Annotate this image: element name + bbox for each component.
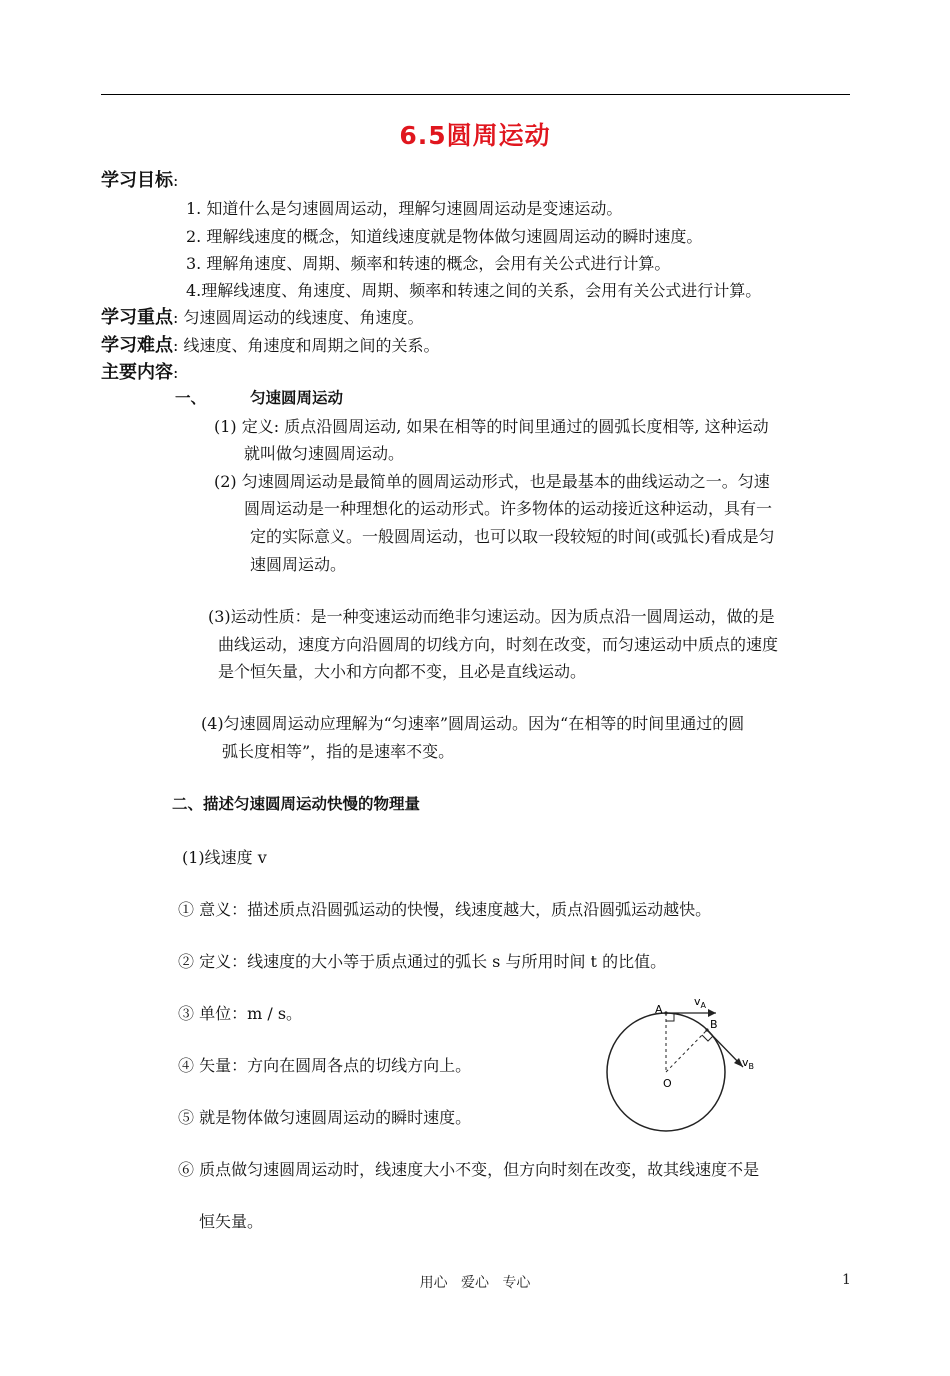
header-rule	[101, 94, 850, 95]
key-points-row	[101, 303, 423, 329]
page-number: 1	[842, 1272, 851, 1288]
main-content-colon: :	[173, 363, 179, 382]
velocity-item: ③ 单位：m / s。	[178, 1004, 303, 1023]
section1-p3-line: 是个恒矢量，大小和方向都不变，且必是直线运动。	[218, 662, 587, 681]
key-points-text: : 匀速圆周运动的线速度、角速度。	[173, 308, 424, 327]
circular-motion-diagram	[600, 990, 770, 1142]
objective-item: 4.理解线速度、角速度、周期、频率和转速之间的关系，会用有关公式进行计算。	[186, 281, 762, 300]
velocity-a-label	[694, 995, 707, 1010]
difficulties-heading: 学习难点	[101, 335, 173, 356]
velocity-b-subscript: B	[748, 1062, 755, 1071]
section1-title: 匀速圆周运动	[250, 389, 344, 407]
radius-ob	[666, 1030, 707, 1072]
velocity-item: ② 定义：线速度的大小等于质点通过的弧长 s 与所用时间 t 的比值。	[178, 952, 667, 971]
point-a-label: A	[655, 1003, 663, 1016]
section1-p1-line: 就叫做匀速圆周运动。	[244, 444, 405, 463]
section1-p4-line: 弧长度相等”，指的是速率不变。	[222, 742, 455, 761]
difficulties-text: : 线速度、角速度和周期之间的关系。	[173, 336, 440, 355]
objective-item: 1. 知道什么是匀速圆周运动，理解匀速圆周运动是变速运动。	[186, 199, 623, 218]
velocity-b-label	[742, 1056, 754, 1071]
velocity-item: ① 意义：描述质点沿圆弧运动的快慢，线速度越大，质点沿圆弧运动越快。	[178, 900, 712, 919]
velocity-item-continuation: 恒矢量。	[199, 1212, 264, 1231]
key-points-heading: 学习重点	[101, 307, 173, 328]
linear-velocity-heading: (1)线速度 v	[182, 848, 267, 867]
velocity-item: ⑥ 质点做匀速圆周运动时，线速度大小不变，但方向时刻在改变，故其线速度不是	[178, 1160, 760, 1179]
point-a-dot	[664, 1011, 667, 1014]
page-title: 6.5圆周运动	[399, 121, 551, 150]
center-label: O	[663, 1077, 672, 1090]
velocity-item: ④ 矢量：方向在圆周各点的切线方向上。	[178, 1056, 472, 1075]
velocity-a-subscript: A	[700, 1001, 706, 1010]
point-b-label: B	[710, 1018, 718, 1031]
right-angle-a	[666, 1013, 674, 1021]
objective-item: 3. 理解角速度、周期、频率和转速的概念，会用有关公式进行计算。	[186, 254, 671, 273]
section1-p3-line: 曲线运动，速度方向沿圆周的切线方向，时刻在改变，而匀速运动中质点的速度	[218, 635, 779, 654]
objectives-heading-row	[101, 166, 178, 192]
velocity-item: ⑤ 就是物体做匀速圆周运动的瞬时速度。	[178, 1108, 472, 1127]
section1-p2-line: (2) 匀速圆周运动是最简单的圆周运动形式，也是最基本的曲线运动之一。匀速	[214, 472, 770, 491]
objectives-heading: 学习目标	[101, 170, 173, 191]
objectives-colon: :	[173, 171, 179, 190]
section1-p1-line: (1) 定义: 质点沿圆周运动, 如果在相等的时间里通过的圆弧长度相等, 这种运动	[214, 417, 769, 436]
section1-p2-line: 速圆周运动。	[250, 555, 347, 574]
objective-item: 2. 理解线速度的概念，知道线速度就是物体做匀速圆周运动的瞬时速度。	[186, 227, 703, 246]
section1-p4-line: (4)匀速圆周运动应理解为“匀速率”圆周运动。因为“在相等的时间里通过的圆	[201, 714, 745, 733]
point-b-dot	[705, 1028, 708, 1031]
right-angle-b	[702, 1035, 713, 1041]
section1-number: 一、	[175, 389, 207, 407]
velocity-a-arrowhead	[708, 1009, 716, 1017]
velocity-a-symbol: v	[694, 995, 701, 1008]
section1-p3-line: (3)运动性质：是一种变速运动而绝非匀速运动。因为质点沿一圆周运动，做的是	[208, 607, 775, 626]
section2-title: 二、描述匀速圆周运动快慢的物理量	[172, 795, 421, 813]
velocity-b-symbol: v	[742, 1056, 749, 1069]
difficulties-row	[101, 331, 439, 357]
section1-p2-line: 圆周运动是一种理想化的运动形式。许多物体的运动接近这种运动，具有一	[244, 499, 773, 518]
section1-p2-line: 定的实际意义。一般圆周运动，也可以取一段较短的时间(或弧长)看成是匀	[250, 527, 775, 546]
footer-motto: 用心 爱心 专心	[419, 1275, 531, 1291]
main-content-row	[101, 358, 178, 384]
main-content-heading: 主要内容	[101, 362, 173, 383]
